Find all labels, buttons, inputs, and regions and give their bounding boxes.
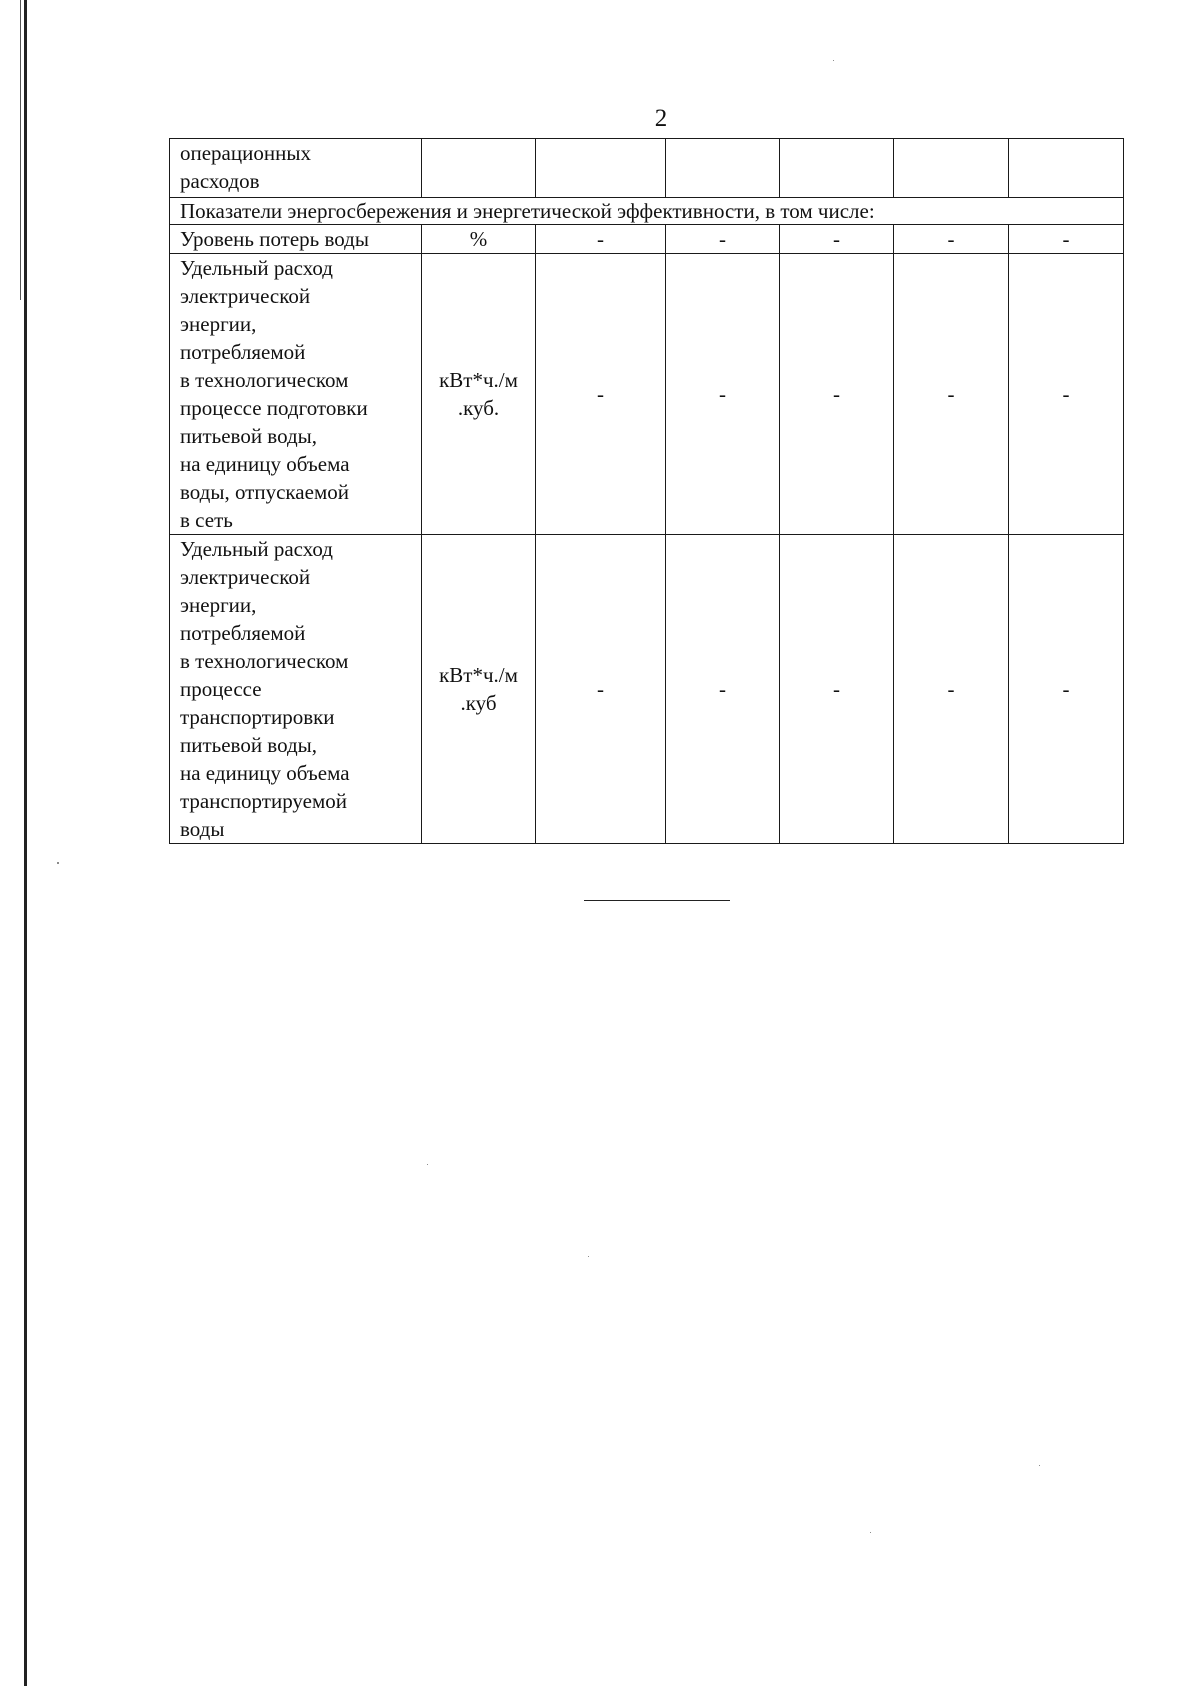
value-cell: - bbox=[894, 254, 1009, 535]
table-row-operational-costs bbox=[170, 139, 1124, 198]
scan-speck bbox=[57, 862, 59, 864]
value-cell: - bbox=[666, 225, 780, 254]
scan-speck bbox=[870, 1532, 871, 1533]
table-row-energy-treatment bbox=[170, 254, 1124, 535]
empty-cell bbox=[780, 139, 894, 198]
row-unit: кВт*ч./м .куб bbox=[439, 663, 518, 715]
row-name-cell bbox=[170, 535, 422, 844]
value-cell: - bbox=[1009, 535, 1124, 844]
row-name: Удельный расход электрической энергии, потребляемой в технологическом процессе транспортировки питьевой воды, на единицу объема транспортируемой воды bbox=[180, 537, 350, 841]
scan-left-edge bbox=[24, 0, 27, 1686]
value-cell: - bbox=[894, 535, 1009, 844]
table-row-energy-transport bbox=[170, 535, 1124, 844]
value-cell: - bbox=[1009, 225, 1124, 254]
empty-cell bbox=[1009, 139, 1124, 198]
empty-cell bbox=[894, 139, 1009, 198]
row-name: Уровень потерь воды bbox=[170, 225, 422, 254]
empty-cell bbox=[536, 139, 666, 198]
scan-speck bbox=[1039, 1465, 1040, 1466]
row-unit-cell bbox=[422, 535, 536, 844]
value-cell: - bbox=[1009, 254, 1124, 535]
value-cell: - bbox=[780, 254, 894, 535]
value-cell: - bbox=[536, 254, 666, 535]
value-cell: - bbox=[666, 254, 780, 535]
row-name-cell bbox=[170, 139, 422, 198]
row-unit: % bbox=[422, 225, 536, 254]
row-name: Удельный расход электрической энергии, потребляемой в технологическом процессе подготовки питьевой воды, на единицу объема воды, отпускаемой в сеть bbox=[180, 256, 368, 532]
value-cell: - bbox=[780, 535, 894, 844]
table-row-water-loss bbox=[170, 225, 1124, 254]
empty-cell bbox=[422, 139, 536, 198]
row-unit: кВт*ч./м .куб. bbox=[439, 368, 518, 420]
row-name-cell bbox=[170, 254, 422, 535]
scan-speck bbox=[588, 1256, 589, 1257]
row-unit-cell bbox=[422, 254, 536, 535]
empty-cell bbox=[666, 139, 780, 198]
row-name: операционных расходов bbox=[180, 141, 311, 193]
page-number: 2 bbox=[654, 105, 668, 132]
scan-left-edge-shadow bbox=[20, 0, 21, 300]
value-cell: - bbox=[894, 225, 1009, 254]
value-cell: - bbox=[780, 225, 894, 254]
indicators-table bbox=[169, 138, 1124, 844]
value-cell: - bbox=[536, 225, 666, 254]
table-row-section-header bbox=[170, 198, 1124, 225]
section-header: Показатели энергосбережения и энергетической эффективности, в том числе: bbox=[170, 198, 1124, 225]
value-cell: - bbox=[536, 535, 666, 844]
scan-speck bbox=[833, 60, 834, 61]
value-cell: - bbox=[666, 535, 780, 844]
end-of-document-rule bbox=[584, 900, 730, 901]
scan-speck bbox=[427, 1164, 428, 1165]
